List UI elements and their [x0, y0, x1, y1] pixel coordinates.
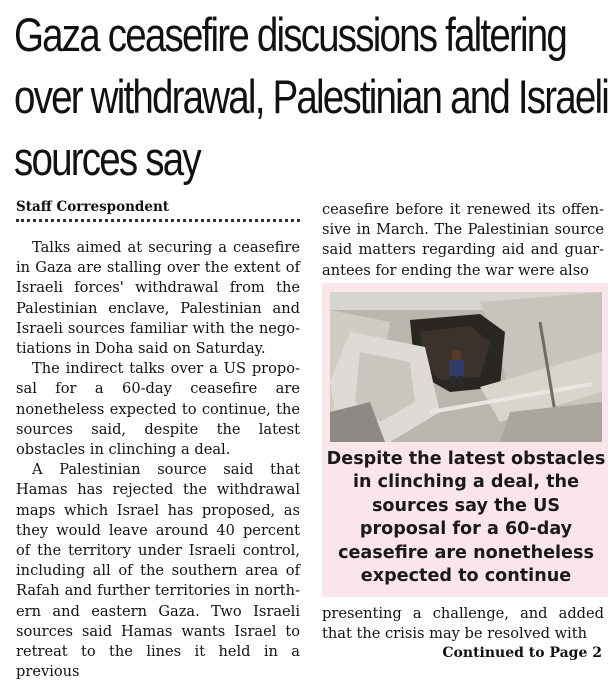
paragraph-1: Talks aimed at securing a ceasefire in Gaza are stalling over the extent of Israeli forces' withdrawal from the Palestinian enclave, Palestinian and Israeli sources familiar with the negotiations in Doha said on Saturday. [16, 239, 300, 358]
paragraph-3: A Palestinian source said that Hamas has rejected the withdrawal maps which Israel has proposed, as they would leave around 40 percent of the territory under Israeli control, including all of the southern area of Rafah and further territories in northern and eastern Gaza. Two Israeli sources said Hamas wants Israel to retreat to the lines it held in a previous [16, 461, 300, 681]
paragraph-continuation-2: presenting a challenge, and added that the crisis may be resolved with [322, 605, 604, 643]
byline: Staff Correspondent [16, 199, 170, 215]
article-column-1 [16, 238, 300, 682]
article-column-2-bottom [322, 604, 604, 644]
article-column-2-top [322, 200, 604, 281]
pull-quote: Despite the latest obstacles in clinching a deal, the sources say the US proposal for a 60-day ceasefire are nonetheless expected to continue [326, 449, 606, 587]
article-photo [330, 292, 602, 442]
paragraph-2: The indirect talks over a US proposal for a 60-day ceasefire are nonetheless expected to continue, the sources said, despite the latest obstacles in clinching a deal. [16, 360, 300, 459]
headline: Gaza ceasefire discussions faltering over withdrawal, Palestinian and Israeli sources say [14, 8, 609, 185]
rubble-photo-illustration [330, 292, 602, 442]
byline-divider [16, 219, 300, 222]
paragraph-continuation: ceasefire before it renewed its offensive in March. The Palestinian source said matters regarding aid and guarantees for ending the war were also [322, 201, 604, 279]
continued-to-page-link[interactable]: Continued to Page 2 [442, 645, 602, 661]
